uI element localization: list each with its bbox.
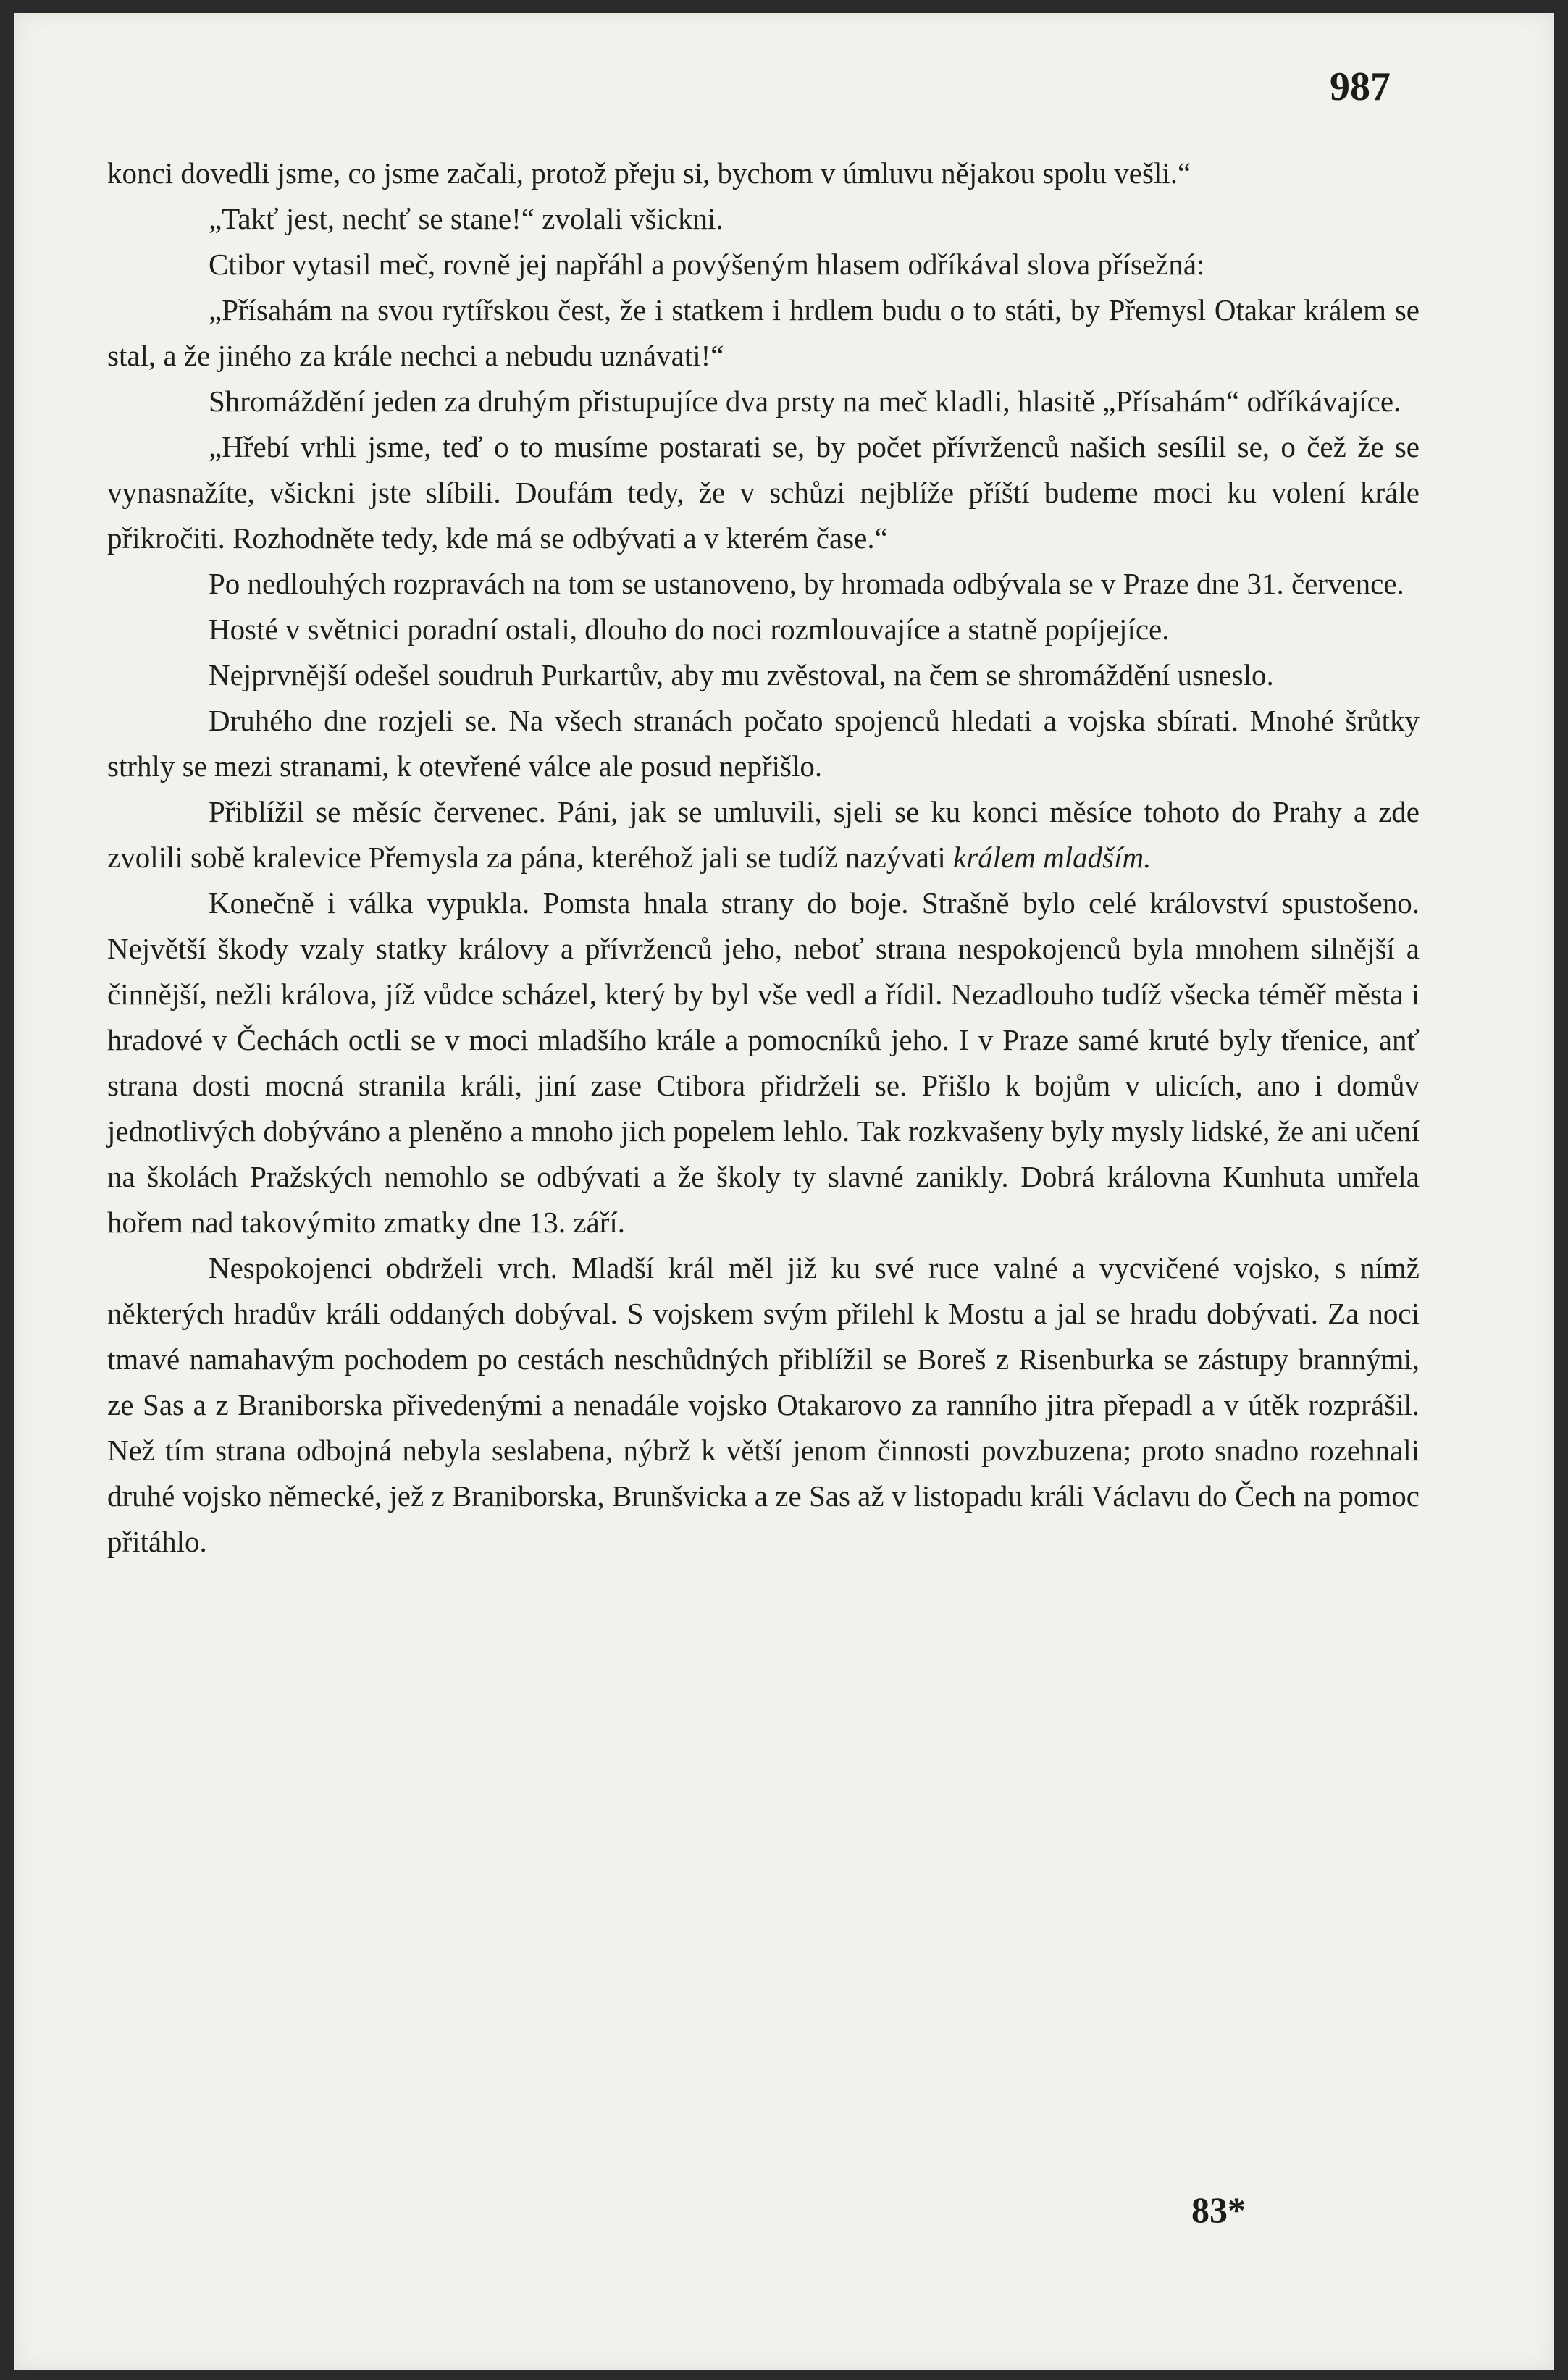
paragraph-2: „Takť jest, nechť se stane!“ zvolali všickni. xyxy=(209,202,724,235)
book-page xyxy=(14,13,1554,2370)
paragraph-11 xyxy=(107,789,1420,880)
body-text xyxy=(107,151,1420,1565)
paragraph-4: „Přísahám na svou rytířskou čest, že i statkem i hrdlem budu o to státi, by Přemysl Otakar králem se stal, a že jiného za krále nechci a nebudu uznávati!“ xyxy=(107,293,1420,372)
paragraph-10: Druhého dne rozjeli se. Na všech stranách počato spojenců hledati a vojska sbírati. Mnohé šrůtky strhly se mezi stranami, k otevřené válce ale posud nepřišlo. xyxy=(107,704,1420,783)
paragraph-5: Shromáždění jeden za druhým přistupujíce dva prsty na meč kladli, hlasitě „Přísahám“ odříkávajíce. xyxy=(209,384,1401,418)
paragraph-11-italic: králem mladším. xyxy=(953,841,1152,874)
paragraph-9: Nejprvnější odešel soudruh Purkartův, aby mu zvěstoval, na čem se shromáždění usneslo. xyxy=(209,658,1274,691)
paragraph-13: Nespokojenci obdrželi vrch. Mladší král měl již ku své ruce valné a vycvičené vojsko, s nímž některých hradův králi oddaných dobýval. S vojskem svým přilehl k Mostu a jal se hradu dobývati. Za noci tmavé namahavým pochodem po cestách neschůdných přiblížil se Boreš z Risenburka se zástupy brannými, ze Sas a z Braniborska přivedenými a nenadále vojsko Otakarovo za ranního jitra přepadl a v útěk rozprášil. Než tím strana odbojná nebyla seslabena, nýbrž k větší jenom činnosti povzbuzena; proto snadno rozehnali druhé vojsko německé, jež z Braniborska, Brunšvicka a ze Sas až v listopadu králi Václavu do Čech na pomoc přitáhlo. xyxy=(107,1251,1420,1558)
paragraph-8: Hosté v světnici poradní ostali, dlouho do noci rozmlouvajíce a statně popíjejíce. xyxy=(209,613,1170,646)
paragraph-1: konci dovedli jsme, co jsme začali, protož přeju si, bychom v úmluvu nějakou spolu vešli.“ xyxy=(107,156,1191,190)
page-number: 987 xyxy=(1330,64,1391,109)
paragraph-6: „Hřebí vrhli jsme, teď o to musíme postarati se, by počet přívrženců našich sesílil se, o čež že se vynasnažíte, všickni jste slíbili. Doufám tedy, že v schůzi nejblíže příští budeme moci ku volení krále přikročiti. Rozhodněte tedy, kde má se odbývati a v kterém čase.“ xyxy=(107,430,1420,555)
paragraph-3: Ctibor vytasil meč, rovně jej napřáhl a povýšeným hlasem odříkával slova přísežná: xyxy=(209,248,1205,281)
paragraph-7: Po nedlouhých rozpravách na tom se ustanoveno, by hromada odbývala se v Praze dne 31. července. xyxy=(209,567,1404,600)
paragraph-12: Konečně i válka vypukla. Pomsta hnala strany do boje. Strašně bylo celé království spustošeno. Největší škody vzaly statky královy a přívrženců jeho, neboť strana nespokojenců byla mnohem silnější a činnější, nežli králova, jíž vůdce scházel, který by byl vše vedl a řídil. Nezadlouho tudíž všecka téměř města i hradové v Čechách octli se v moci mladšího krále a pomocníků jeho. I v Praze samé kruté byly třenice, anť strana dosti mocná stranila králi, jiní zase Ctibora přidrželi se. Přišlo k bojům v ulicích, ano i domův jednotlivých dobýváno a pleněno a mnoho jich popelem lehlo. Tak rozkvašeny byly mysly lidské, že ani učení na školách Pražských nemohlo se odbývati a že školy ty slavné zanikly. Dobrá královna Kunhuta umřela hořem nad takovýmito zmatky dne 13. září. xyxy=(107,886,1420,1239)
paragraph-11-text: Přiblížil se měsíc červenec. Páni, jak se umluvili, sjeli se ku konci měsíce tohoto do Prahy a zde zvolili sobě kralevice Přemysla za pána, kteréhož jali se tudíž nazývati xyxy=(107,795,1420,874)
signature-mark: 83* xyxy=(1191,2190,1246,2230)
